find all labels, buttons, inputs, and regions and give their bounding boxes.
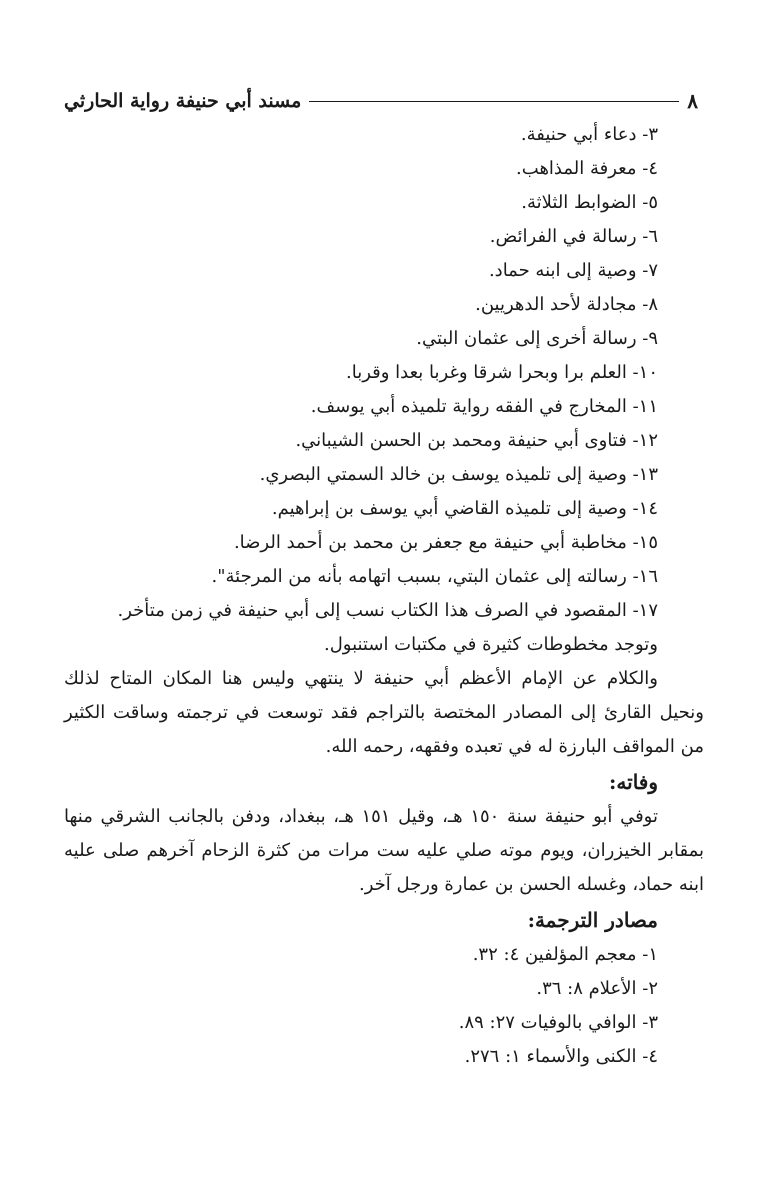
list-item: ١٧- المقصود في الصرف هذا الكتاب نسب إلى أبي حنيفة في زمن متأخر.: [117, 600, 658, 621]
page-body: [64, 118, 704, 1074]
death-heading: وفاته:: [609, 770, 658, 794]
source-item: ٣- الوافي بالوفيات ٢٧: ٨٩.: [458, 1012, 658, 1033]
list-item: ٦- رسالة في الفرائض.: [489, 226, 658, 247]
sources-list: [64, 938, 704, 1074]
page-number: ٨: [687, 89, 698, 113]
list-item: ١١- المخارج في الفقه رواية تلميذه أبي يوسف.: [310, 396, 658, 417]
list-item: ١٥- مخاطبة أبي حنيفة مع جعفر بن محمد بن أحمد الرضا.: [233, 532, 658, 553]
header-rule: [309, 101, 679, 102]
list-item: ١٣- وصية إلى تلميذه يوسف بن خالد السمتي البصري.: [259, 464, 658, 485]
list-item: ١٦- رسالته إلى عثمان البتي، بسبب اتهامه بأنه من المرجئة".: [211, 566, 658, 587]
list-item: ٣- دعاء أبي حنيفة.: [520, 124, 658, 145]
source-item: ٢- الأعلام ٨: ٣٦.: [536, 978, 658, 999]
manuscripts-note: وتوجد مخطوطات كثيرة في مكتبات استنبول.: [323, 634, 658, 655]
list-item: ١٢- فتاوى أبي حنيفة ومحمد بن الحسن الشيباني.: [295, 430, 658, 451]
list-item: ٥- الضوابط الثلاثة.: [521, 192, 658, 213]
sources-heading: مصادر الترجمة:: [527, 908, 658, 932]
death-paragraph: توفي أبو حنيفة سنة ١٥٠ هـ، وقيل ١٥١ هـ، ببغداد، ودفن بالجانب الشرقي منها بمقابر الخيزران، ويوم موته صلي عليه ست مرات من كثرة الزحام آخرهم صلى عليه ابنه حماد، وغسله الحسن بن عمارة ورجل آخر.: [64, 806, 704, 895]
list-item: ٤- معرفة المذاهب.: [516, 158, 658, 179]
list-item: ١٠- العلم برا وبحرا شرقا وغربا بعدا وقربا.: [345, 362, 658, 383]
closing-paragraph: والكلام عن الإمام الأعظم أبي حنيفة لا ينتهي وليس هنا المكان المتاح لذلك ونحيل القارئ إلى المصادر المختصة بالتراجم فقد توسعت في ترجمته وساقت الكثير من المواقف البارزة له في تعبده وفقهه، رحمه الله.: [64, 668, 704, 757]
list-item: ٩- رسالة أخرى إلى عثمان البتي.: [416, 328, 658, 349]
source-item: ٤- الكنى والأسماء ١: ٢٧٦.: [464, 1046, 658, 1067]
running-title: مسند أبي حنيفة رواية الحارثي: [64, 90, 302, 112]
list-item: ٨- مجادلة لأحد الدهريين.: [475, 294, 658, 315]
list-item: ٧- وصية إلى ابنه حماد.: [488, 260, 658, 281]
page-header: [66, 84, 698, 118]
list-item: ١٤- وصية إلى تلميذه القاضي أبي يوسف بن إبراهيم.: [271, 498, 658, 519]
source-item: ١- معجم المؤلفين ٤: ٣٢.: [472, 944, 658, 965]
works-list: [64, 118, 704, 662]
